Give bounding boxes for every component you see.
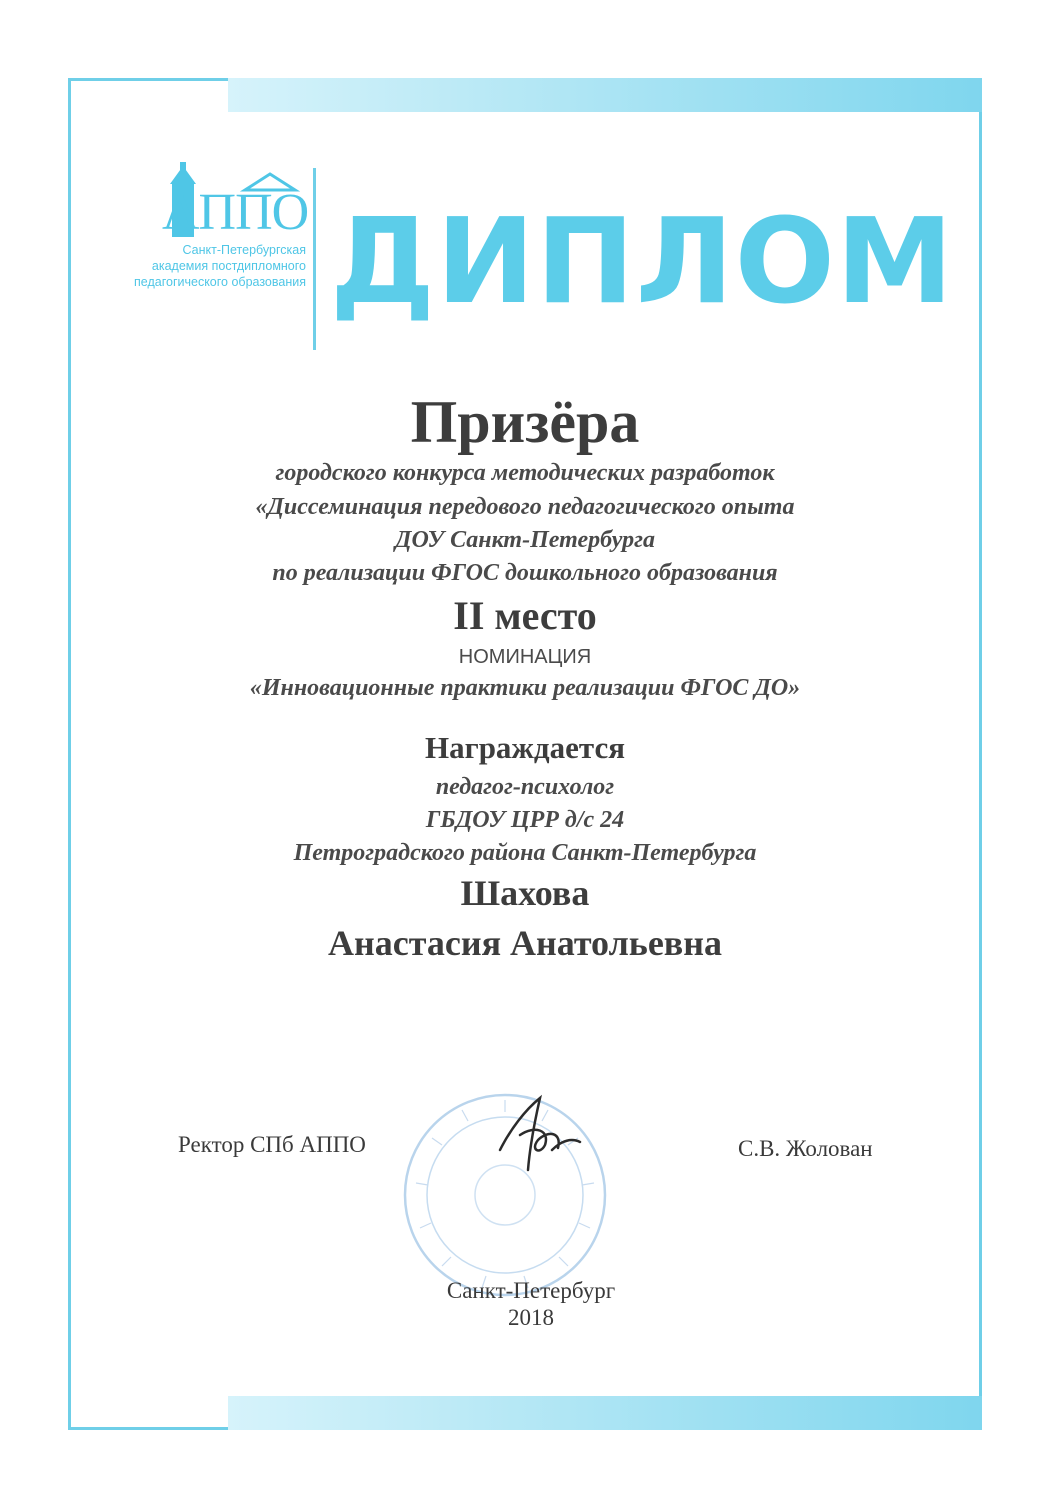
diploma-title: ДИПЛОМ — [330, 192, 955, 330]
logo-divider — [313, 168, 316, 350]
signatory-name: С.В. Жолован — [738, 1136, 873, 1161]
top-decor-band — [228, 78, 982, 112]
recipient-surname: Шахова — [460, 873, 590, 913]
heading: Призёра — [410, 389, 640, 455]
appo-logo — [100, 162, 310, 302]
contest-line: «Диссеминация передового педагогического опыта — [255, 494, 795, 520]
signatory-title: Ректор СПб АППО — [178, 1132, 366, 1157]
nomination-label: НОМИНАЦИЯ — [458, 646, 592, 668]
contest-line: городского конкурса методических разработок — [275, 460, 775, 486]
bottom-decor-band — [228, 1396, 982, 1430]
logo-caption-line: академия постдипломного — [151, 259, 306, 273]
footer-year: 2018 — [508, 1305, 554, 1330]
handwritten-signature — [490, 1090, 590, 1180]
logo-caption-line: Санкт-Петербургская — [182, 243, 306, 257]
recipient-district: Петроградского района Санкт-Петербурга — [293, 840, 757, 866]
logo-caption-line: педагогического образования — [134, 275, 306, 289]
recipient-org: ГБДОУ ЦРР д/с 24 — [425, 807, 625, 833]
recipient-names: Анастасия Анатольевна — [328, 923, 722, 963]
footer-city: Санкт-Петербург — [446, 1278, 616, 1303]
contest-line: по реализации ФГОС дошкольного образования — [272, 560, 778, 586]
recipient-position: педагог-психолог — [435, 774, 615, 800]
place: II место — [453, 593, 597, 638]
logo-abbr: АППО — [162, 184, 309, 241]
contest-line: ДОУ Санкт-Петербурга — [395, 527, 655, 553]
nomination: «Инновационные практики реализации ФГОС ДО» — [249, 675, 801, 701]
awarded-label: Награждается — [425, 730, 625, 765]
logo-caption — [96, 242, 306, 290]
